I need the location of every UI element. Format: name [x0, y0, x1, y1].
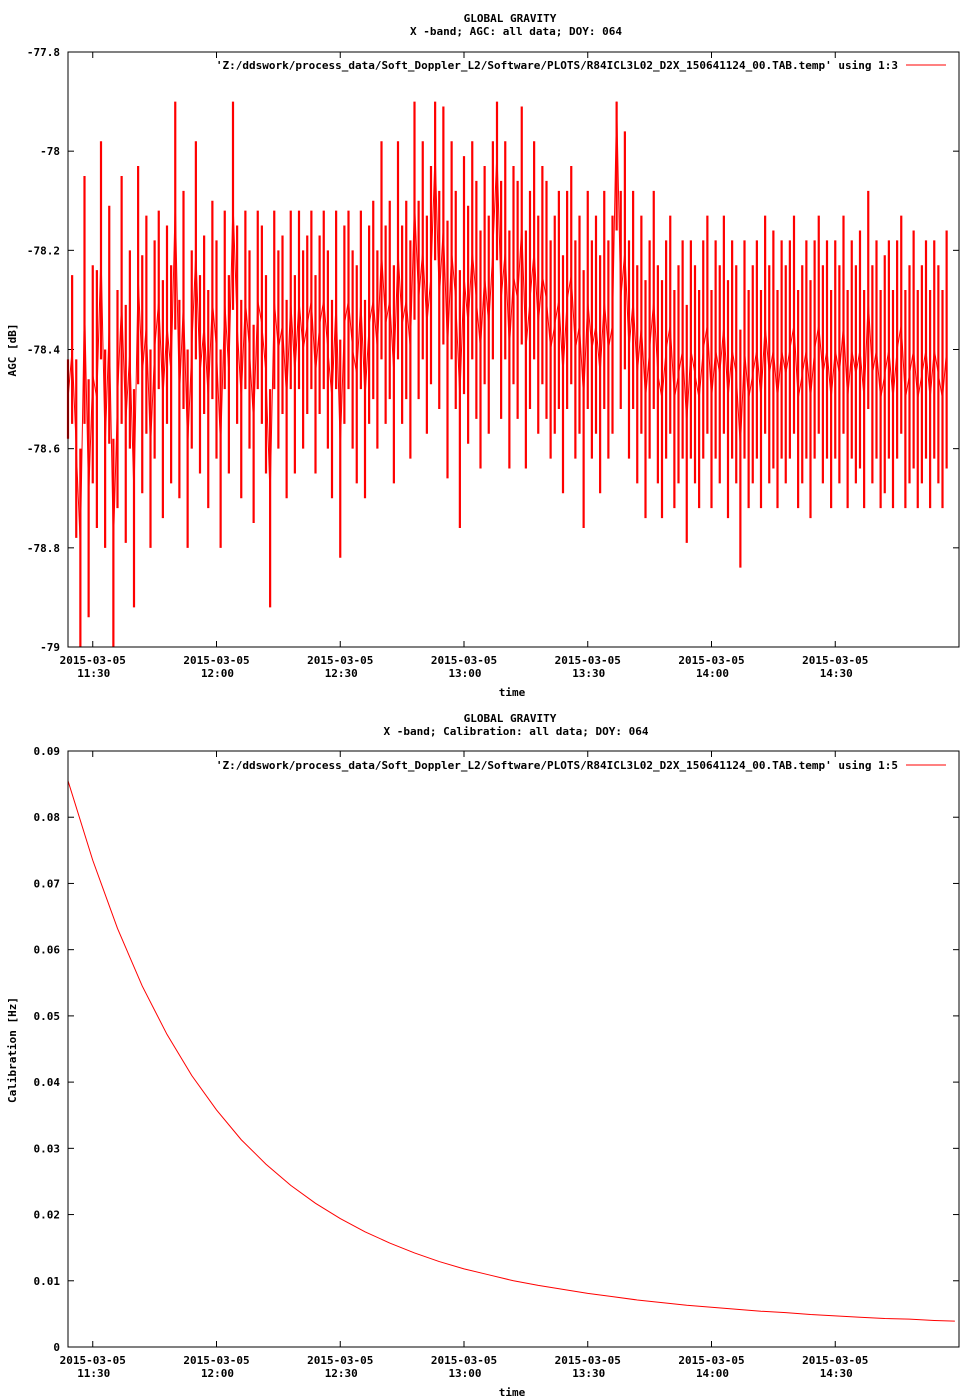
y-tick-label: -78.4 — [26, 343, 60, 357]
y-tick-label: -77.8 — [26, 46, 60, 59]
calibration-y-axis-label: Calibration [Hz] — [6, 997, 19, 1103]
x-tick-time: 14:30 — [819, 667, 853, 680]
y-tick-label: 0.07 — [33, 877, 60, 891]
y-tick-label: 0 — [53, 1341, 60, 1354]
x-tick-time: 12:30 — [324, 667, 358, 680]
x-tick-date: 2015-03-05 — [678, 1354, 745, 1367]
y-tick-label: 0.01 — [33, 1274, 60, 1288]
calibration-legend-label: 'Z:/ddswork/process_data/Soft_Doppler_L2/Software/PLOTS/R84ICL3L02_D2X_150641124_00.TAB.temp' using 1:5 — [215, 759, 898, 772]
x-tick-time: 14:00 — [695, 1367, 730, 1380]
x-tick-date: 2015-03-05 — [59, 654, 126, 667]
x-tick-time: 13:00 — [448, 667, 482, 680]
x-tick-time: 12:00 — [200, 1367, 235, 1380]
x-tick-time: 11:30 — [77, 1367, 111, 1380]
y-tick-label: 0.08 — [33, 811, 60, 825]
x-tick-time: 14:00 — [695, 667, 730, 680]
x-tick-date: 2015-03-05 — [430, 654, 498, 667]
y-tick-label: -78.8 — [26, 541, 60, 555]
x-tick-time: 14:30 — [819, 1367, 853, 1380]
x-tick-date: 2015-03-05 — [59, 1354, 126, 1367]
agc-chart-subtitle: X -band; AGC: all data; DOY: 064 — [410, 25, 622, 38]
y-tick-label: -78 — [40, 145, 60, 159]
x-tick-date: 2015-03-05 — [802, 1354, 869, 1367]
x-tick-time: 12:30 — [324, 1367, 358, 1380]
x-tick-date: 2015-03-05 — [307, 654, 374, 667]
y-tick-label: -79 — [40, 641, 60, 654]
calibration-x-axis-label: time — [498, 1386, 526, 1399]
y-tick-label: -78.2 — [26, 244, 60, 258]
x-tick-date: 2015-03-05 — [678, 654, 745, 667]
agc-chart-title: GLOBAL GRAVITY — [463, 12, 557, 25]
y-tick-label: -78.6 — [26, 442, 60, 456]
y-tick-label: 0.05 — [33, 1009, 60, 1023]
calibration-chart-subtitle: X -band; Calibration: all data; DOY: 064 — [383, 725, 649, 738]
x-tick-date: 2015-03-05 — [430, 1354, 498, 1367]
x-tick-time: 11:30 — [77, 667, 111, 680]
x-tick-time: 12:00 — [200, 667, 235, 680]
y-tick-label: 0.03 — [33, 1142, 60, 1156]
x-tick-date: 2015-03-05 — [183, 654, 250, 667]
x-tick-date: 2015-03-05 — [183, 1354, 250, 1367]
x-tick-time: 13:30 — [572, 667, 606, 680]
y-tick-label: 0.09 — [33, 745, 60, 758]
y-tick-label: 0.06 — [33, 943, 60, 957]
x-tick-date: 2015-03-05 — [554, 654, 621, 667]
y-tick-label: 0.04 — [33, 1076, 60, 1090]
x-tick-date: 2015-03-05 — [307, 1354, 374, 1367]
x-tick-date: 2015-03-05 — [554, 1354, 621, 1367]
y-tick-label: 0.02 — [33, 1208, 60, 1222]
agc-x-axis-label: time — [498, 686, 526, 699]
x-tick-time: 13:00 — [448, 1367, 482, 1380]
x-tick-date: 2015-03-05 — [802, 654, 869, 667]
agc-y-axis-label: AGC [dB] — [6, 323, 19, 377]
calibration-chart-title: GLOBAL GRAVITY — [463, 712, 557, 725]
agc-legend-label: 'Z:/ddswork/process_data/Soft_Doppler_L2/Software/PLOTS/R84ICL3L02_D2X_150641124_00.TAB.temp' using 1:3 — [215, 59, 898, 72]
x-tick-time: 13:30 — [572, 1367, 606, 1380]
